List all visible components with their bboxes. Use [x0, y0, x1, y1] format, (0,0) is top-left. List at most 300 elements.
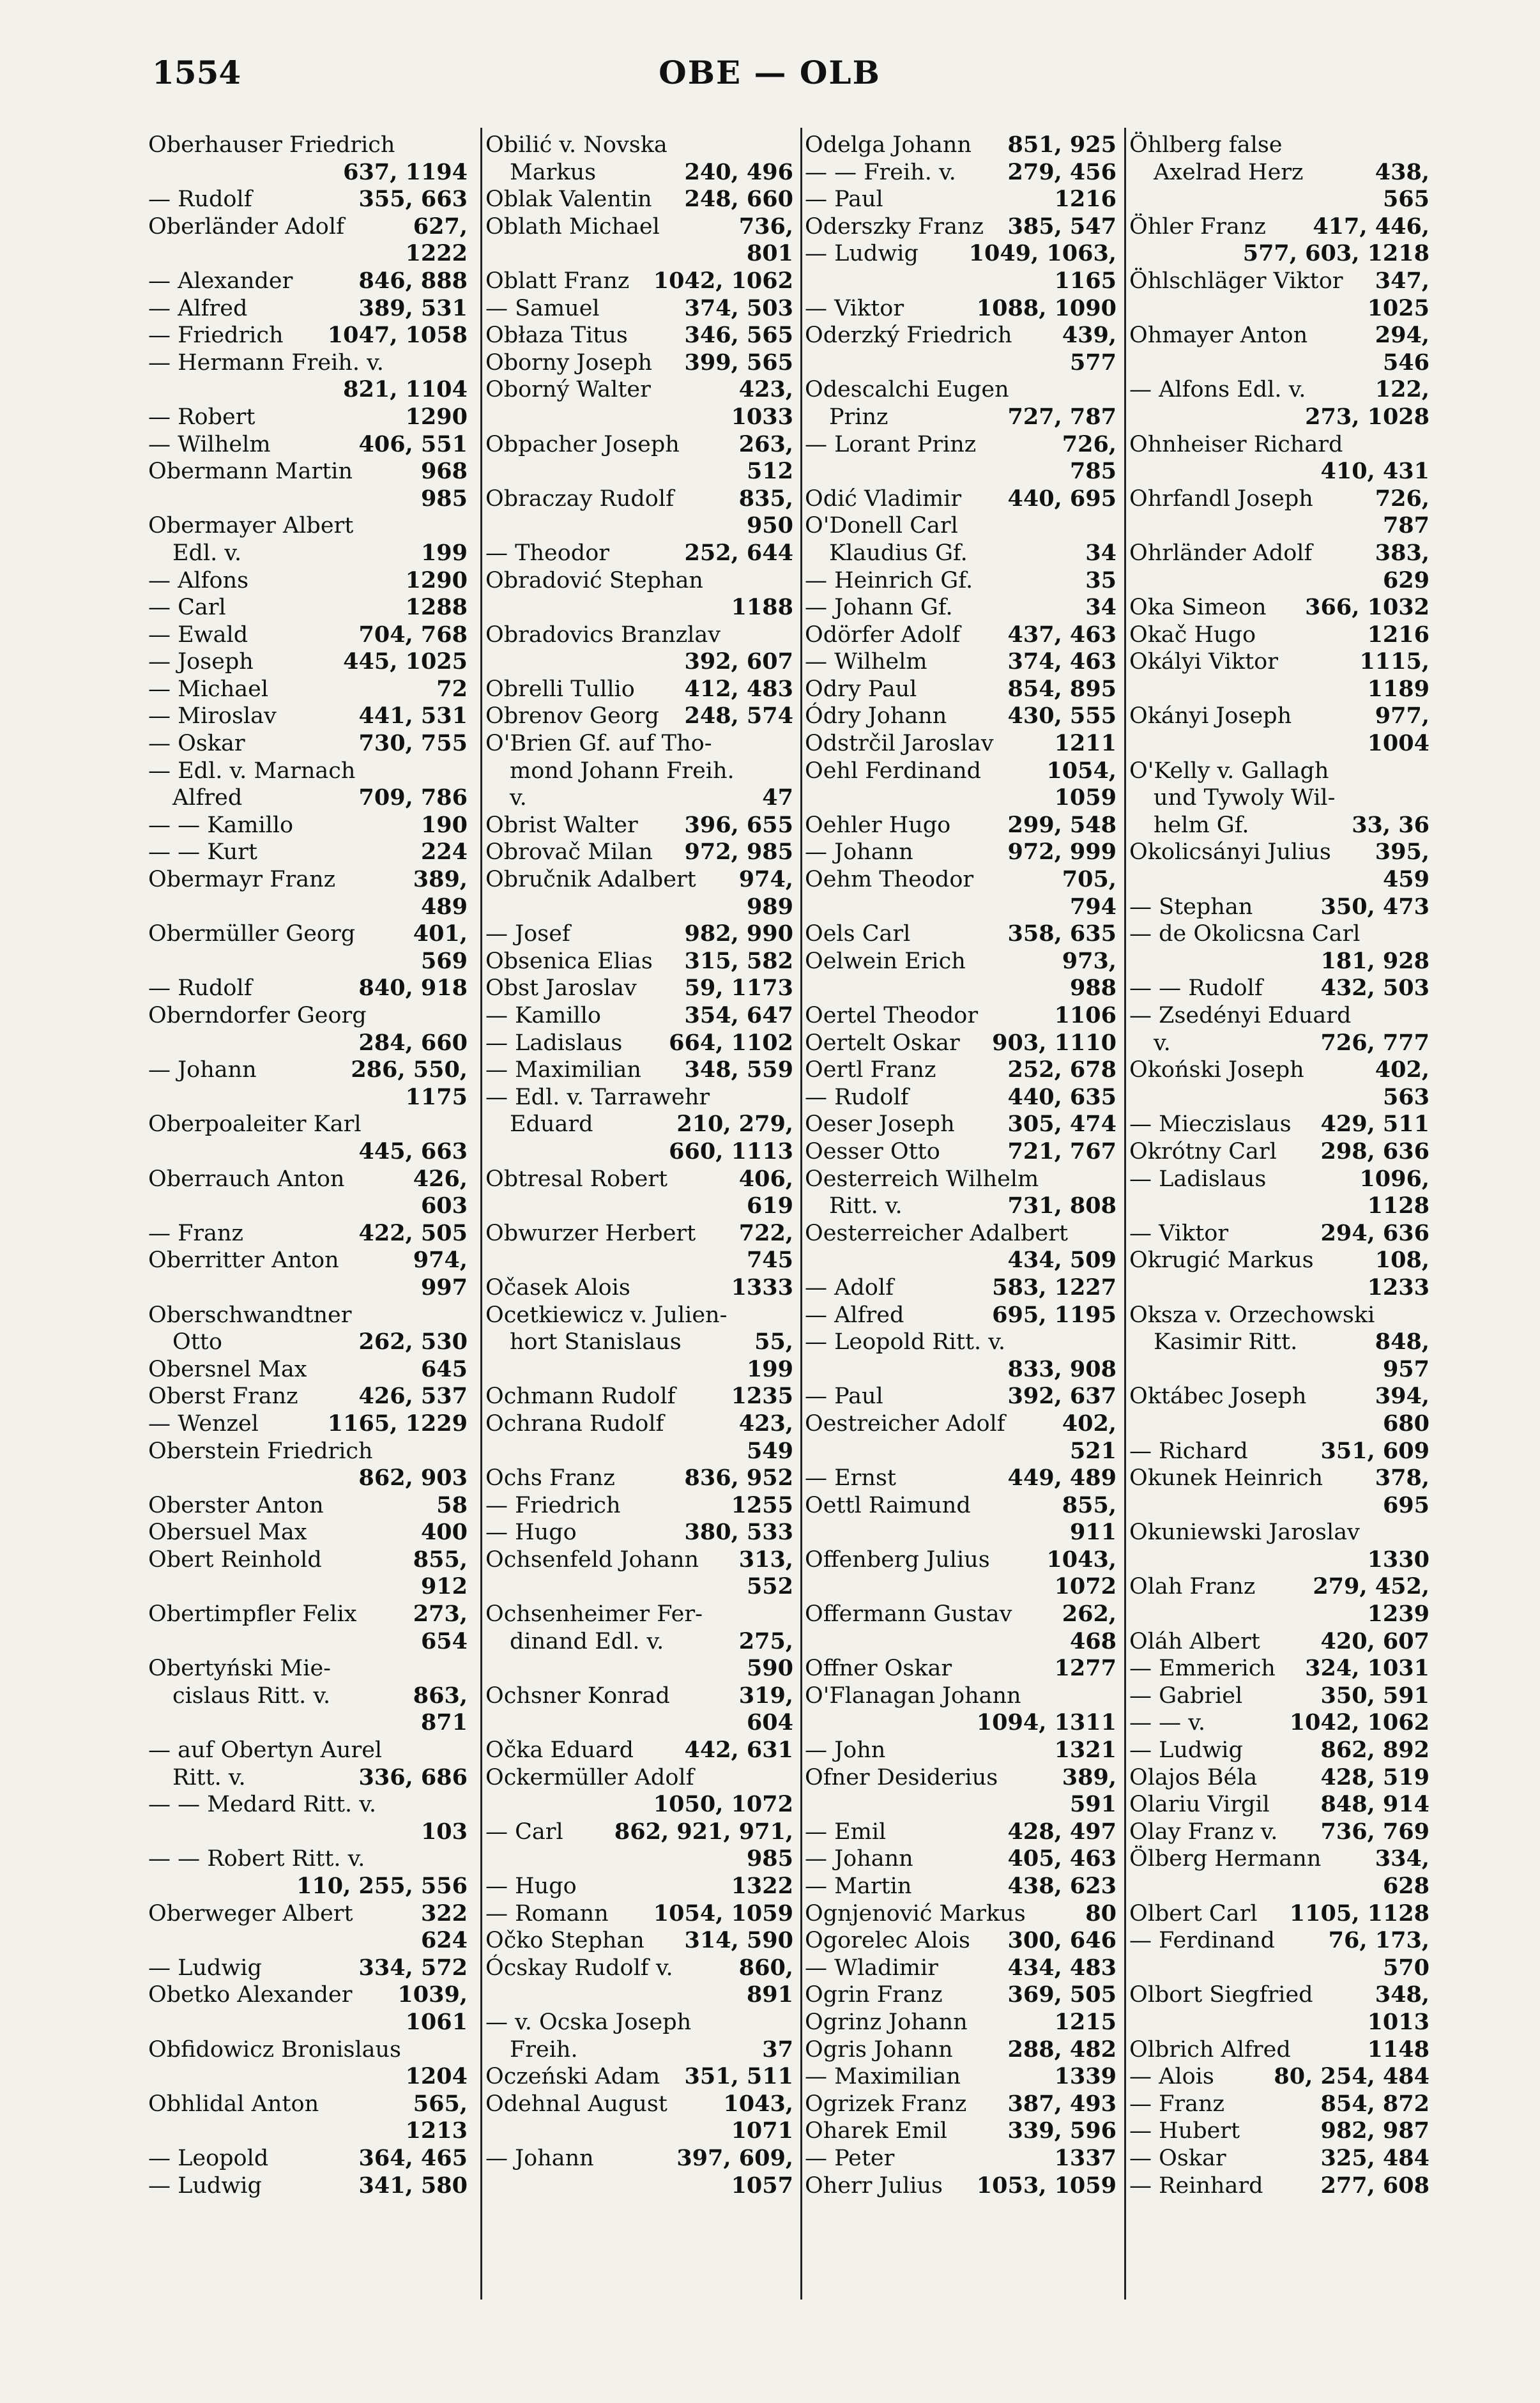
entry-page-refs: 273, 1028 [1305, 403, 1429, 430]
entry-line [1129, 540, 1429, 567]
entry-name: Olajos Béla [1129, 1764, 1258, 1790]
entry-page-refs: 1057 [731, 2172, 793, 2199]
entry-page-refs: 521 [1069, 1437, 1117, 1464]
entry-name: Ogrizek Franz [805, 2091, 967, 2117]
entry-name: — Zsedényi Eduard [1129, 1003, 1352, 1028]
entry-line [148, 1030, 468, 1057]
entry-name: Oberster Anton [148, 1492, 324, 1518]
entry-page-refs: 577, 603, 1218 [1242, 240, 1429, 267]
entry-line [1129, 1845, 1429, 1873]
entry-name: — Hubert [1129, 2118, 1240, 2144]
entry-page-refs: 1115, [1359, 648, 1429, 675]
entry-page-refs: 546 [1382, 349, 1429, 376]
entry-name: Ohrfandl Joseph [1129, 485, 1313, 512]
entry-name: Öhlschläger Viktor [1129, 268, 1343, 294]
entry-page-refs: 389, [413, 866, 468, 893]
entry-line [485, 240, 793, 268]
entry-page-refs: 59, 1173 [684, 975, 793, 1002]
entry-line [1129, 2036, 1429, 2064]
entry-name: Obhlidal Anton [148, 2091, 319, 2117]
entry-name: Obraczay Rudolf [485, 485, 675, 512]
column-3 [805, 132, 1117, 2303]
entry-line [485, 2009, 793, 2036]
entry-page-refs: 851, 925 [1007, 132, 1117, 158]
entry-line [805, 1465, 1117, 1492]
entry-name: O'Flanagan Johann [805, 1682, 1021, 1709]
entry-name: O'Kelly v. Gallagh [1129, 758, 1329, 784]
entry-name: v. [510, 785, 527, 811]
entry-line [485, 1819, 793, 1846]
entry-page-refs: 252, 644 [684, 539, 793, 566]
page-title: OBE — OLB [659, 54, 881, 91]
entry-name: Oertl Franz [805, 1057, 936, 1083]
entry-line [148, 1737, 468, 1764]
entry-line [148, 1383, 468, 1410]
entry-name: — Friedrich [148, 323, 284, 349]
entry-name: — Ludwig [148, 1955, 262, 1981]
entry-page-refs: 745 [746, 1247, 793, 1274]
entry-line [485, 322, 793, 349]
entry-page-refs: 449, 489 [1007, 1465, 1117, 1491]
entry-page-refs: 549 [746, 1437, 793, 1464]
entry-line [148, 676, 468, 703]
entry-page-refs: 1233 [1367, 1274, 1429, 1301]
entry-name: Okolicsányi Julius [1129, 839, 1331, 866]
entry-page-refs: 1106 [1054, 1002, 1117, 1028]
entry-line [805, 1845, 1117, 1873]
entry-name: Obersuel Max [148, 1520, 307, 1546]
entry-name: — John [805, 1737, 886, 1764]
entry-line [148, 485, 468, 513]
entry-name: Oharek Emil [805, 2118, 948, 2144]
entry-line [485, 594, 793, 622]
entry-line [485, 1193, 793, 1220]
entry-line [805, 920, 1117, 948]
entry-page-refs: 288, 482 [1007, 2036, 1117, 2063]
entry-page-refs: 836, 952 [684, 1465, 793, 1491]
entry-line [805, 948, 1117, 975]
entry-line [148, 1601, 468, 1628]
entry-line [485, 540, 793, 567]
entry-name: Očka Eduard [485, 1737, 634, 1764]
entry-line [148, 2009, 468, 2036]
entry-page-refs: 284, 660 [358, 1029, 468, 1056]
entry-line [805, 1410, 1117, 1438]
entry-line [485, 1410, 793, 1438]
entry-name: — Edl. v. Tarrawehr [485, 1084, 710, 1110]
entry-name: — — Freih. v. [805, 159, 956, 185]
entry-page-refs: 76, 173, [1328, 1927, 1429, 1954]
entry-name: Obrovač Milan [485, 839, 653, 866]
entry-name: Obradovics Branzlav [485, 622, 720, 648]
entry-name: Oktábec Joseph [1129, 1384, 1307, 1410]
entry-page-refs: 982, 987 [1320, 2117, 1429, 2144]
entry-line [805, 594, 1117, 622]
entry-line [148, 1166, 468, 1193]
entry-page-refs: 950 [746, 512, 793, 539]
entry-line [485, 622, 793, 649]
entry-name: Očasek Alois [485, 1274, 630, 1301]
entry-name: hort Stanislaus [510, 1329, 682, 1355]
column-divider [480, 128, 482, 2300]
entry-name: Offermann Gustav [805, 1601, 1012, 1628]
entry-page-refs: 1216 [1367, 621, 1429, 648]
entry-name: Ócskay Rudolf v. [485, 1955, 673, 1981]
entry-line [485, 1655, 793, 1682]
entry-line [1129, 1410, 1429, 1438]
entry-line [805, 1764, 1117, 1792]
entry-line [805, 540, 1117, 567]
entry-page-refs: 794 [1069, 893, 1117, 920]
entry-line [805, 458, 1117, 485]
entry-line [148, 1819, 468, 1846]
entry-line [1129, 1383, 1429, 1410]
entry-page-refs: 439, [1062, 322, 1117, 349]
entry-name: Okrótny Carl [1129, 1138, 1277, 1164]
entry-page-refs: 680 [1382, 1410, 1429, 1437]
entry-name: — Edl. v. Marnach [148, 758, 356, 784]
entry-page-refs: 273, [413, 1601, 468, 1628]
entry-name: Otto [172, 1329, 222, 1355]
column-4 [1129, 132, 1429, 2303]
entry-line [148, 1438, 468, 1465]
entry-page-refs: 726, 777 [1320, 1029, 1429, 1056]
entry-name: — Emil [805, 1819, 887, 1845]
entry-line [148, 730, 468, 758]
entry-name: Oels Carl [805, 921, 911, 947]
entry-line [485, 1709, 793, 1737]
entry-page-refs: 846, 888 [358, 267, 468, 294]
entry-page-refs: 705, [1062, 866, 1117, 893]
entry-name: Ritt. v. [172, 1764, 246, 1790]
entry-line [485, 1247, 793, 1274]
entry-name: Öhlberg false [1129, 132, 1283, 158]
entry-page-refs: 583, 1227 [992, 1274, 1117, 1301]
entry-line [805, 1329, 1117, 1356]
entry-line [148, 1682, 468, 1710]
entry-line [1129, 1737, 1429, 1764]
entry-name: Obetko Alexander [148, 1982, 353, 2008]
entry-line [1129, 458, 1429, 485]
entry-name: — Maximilian [485, 1057, 641, 1083]
entry-page-refs: 34 [1085, 594, 1117, 621]
entry-line [485, 1900, 793, 1928]
entry-page-refs: 423, [738, 376, 793, 403]
page-number: 1554 [152, 54, 241, 91]
entry-page-refs: 1148 [1367, 2036, 1429, 2063]
entry-line [805, 622, 1117, 649]
entry-line [148, 1465, 468, 1492]
entry-name: und Tywoly Wil- [1154, 785, 1336, 811]
entry-line [485, 1519, 793, 1546]
entry-page-refs: 438, [1375, 158, 1429, 185]
entry-page-refs: 294, 636 [1320, 1219, 1429, 1246]
entry-name: Ofner Desiderius [805, 1764, 998, 1790]
entry-page-refs: 334, 572 [358, 1954, 468, 1981]
entry-page-refs: 997 [420, 1274, 468, 1301]
entry-name: Odescalchi Eugen [805, 377, 1009, 403]
entry-line [148, 758, 468, 785]
entry-page-refs: 860, [738, 1954, 793, 1981]
entry-page-refs: 428, 519 [1320, 1764, 1429, 1790]
entry-page-refs: 1025 [1367, 294, 1429, 321]
entry-line [805, 1274, 1117, 1302]
entry-name: Obfidowicz Bronislaus [148, 2036, 402, 2063]
entry-line [1129, 1057, 1429, 1084]
entry-name: — Leopold Ritt. v. [805, 1329, 1006, 1355]
entry-name: Okányi Joseph [1129, 703, 1292, 729]
entry-page-refs: 628 [1382, 1873, 1429, 1899]
entry-line [805, 1193, 1117, 1220]
entry-line [1129, 1274, 1429, 1302]
entry-line [1129, 431, 1429, 459]
entry-page-refs: 248, 660 [684, 186, 793, 213]
entry-name: — Wilhelm [805, 649, 927, 675]
entry-page-refs: 1175 [405, 1083, 468, 1110]
entry-line [805, 1057, 1117, 1084]
entry-line [485, 458, 793, 485]
entry-page-refs: 426, 537 [358, 1383, 468, 1410]
entry-line [148, 1193, 468, 1220]
entry-page-refs: 423, [738, 1410, 793, 1437]
entry-name: — Miroslav [148, 703, 277, 729]
entry-line [148, 240, 468, 268]
entry-name: Okunek Heinrich [1129, 1465, 1323, 1491]
entry-name: Okač Hugo [1129, 622, 1256, 648]
entry-page-refs: 985 [420, 485, 468, 512]
entry-line [148, 1927, 468, 1955]
entry-page-refs: 440, 695 [1007, 485, 1117, 512]
entry-line [1129, 812, 1429, 839]
entry-page-refs: 977, [1375, 703, 1429, 729]
entry-name: Oelwein Erich [805, 948, 966, 974]
entry-line [485, 839, 793, 866]
entry-name: — Johann [148, 1057, 257, 1083]
entry-line [148, 1247, 468, 1274]
entry-page-refs: 577 [1069, 349, 1117, 376]
entry-page-refs: 1290 [405, 567, 468, 593]
entry-page-refs: 396, 655 [684, 811, 793, 838]
entry-line [148, 975, 468, 1002]
entry-name: Olbert Carl [1129, 1900, 1258, 1926]
entry-name: — Rudolf [148, 975, 252, 1002]
entry-page-refs: 190 [420, 811, 468, 838]
entry-page-refs: 252, 678 [1007, 1057, 1117, 1083]
entry-line [805, 1383, 1117, 1410]
entry-line [805, 1356, 1117, 1384]
entry-page-refs: 434, 509 [1007, 1247, 1117, 1274]
entry-name: — Carl [485, 1819, 563, 1845]
entry-name: Oeser Joseph [805, 1111, 955, 1138]
entry-page-refs: 438, 623 [1007, 1873, 1117, 1899]
entry-page-refs: 277, 608 [1320, 2172, 1429, 2199]
entry-name: Eduard [510, 1111, 593, 1138]
entry-name: — — Kurt [148, 839, 257, 866]
entry-line [148, 1002, 468, 1030]
entry-name: — Ewald [148, 622, 248, 648]
entry-line [148, 1955, 468, 1982]
entry-page-refs: 512 [746, 458, 793, 485]
entry-page-refs: 1039, [397, 1981, 468, 2008]
entry-page-refs: 350, 473 [1320, 893, 1429, 920]
entry-line [485, 268, 793, 295]
entry-page-refs: 730, 755 [358, 730, 468, 757]
column-divider [800, 128, 802, 2300]
entry-line [148, 1873, 468, 1900]
entry-page-refs: 489 [420, 893, 468, 920]
entry-page-refs: 347, [1375, 267, 1429, 294]
entry-page-refs: 406, 551 [358, 431, 468, 457]
entry-name: Obrenov Georg [485, 703, 659, 729]
entry-line [805, 1819, 1117, 1846]
entry-name: — Alfred [805, 1302, 904, 1328]
entry-name: — Joseph [148, 649, 254, 675]
entry-line [148, 1356, 468, 1384]
entry-name: — Theodor [485, 540, 610, 566]
entry-line [485, 648, 793, 676]
entry-page-refs: 364, 465 [358, 2144, 468, 2171]
entry-line [1129, 730, 1429, 758]
entry-page-refs: 1189 [1367, 675, 1429, 702]
entry-line [148, 2063, 468, 2091]
entry-page-refs: 1322 [731, 1873, 793, 1899]
entry-name: — Ferdinand [1129, 1928, 1275, 1954]
entry-line [805, 404, 1117, 431]
entry-name: — Ludwig [148, 2172, 262, 2199]
entry-name: — Carl [148, 595, 226, 621]
entry-line [1129, 1873, 1429, 1900]
entry-page-refs: 1072 [1054, 1573, 1117, 1600]
entry-name: — Wenzel [148, 1410, 259, 1437]
entry-page-refs: 406, [738, 1165, 793, 1192]
entry-name: Obermayr Franz [148, 867, 336, 893]
entry-page-refs: 565 [1382, 186, 1429, 213]
entry-line [1129, 567, 1429, 595]
entry-name: Odörfer Adolf [805, 622, 961, 648]
entry-line [1129, 1084, 1429, 1111]
entry-name: Oláh Albert [1129, 1628, 1260, 1654]
entry-line [805, 2036, 1117, 2064]
entry-line [485, 1057, 793, 1084]
entry-page-refs: 855, [413, 1546, 468, 1573]
entry-line [805, 567, 1117, 595]
entry-name: Oehler Hugo [805, 812, 951, 838]
entry-page-refs: 569 [420, 947, 468, 974]
entry-line [1129, 1356, 1429, 1384]
entry-page-refs: 1071 [731, 2117, 793, 2144]
entry-name: — Alfred [148, 295, 248, 321]
entry-page-refs: 346, 565 [684, 322, 793, 349]
entry-page-refs: 1277 [1054, 1655, 1117, 1682]
column-1 [148, 132, 468, 2303]
entry-line [148, 894, 468, 921]
entry-name: — Viktor [1129, 1220, 1229, 1246]
entry-page-refs: 565, [413, 2090, 468, 2117]
entry-line [805, 676, 1117, 703]
entry-name: Obradović Stephan [485, 567, 703, 593]
entry-line [805, 703, 1117, 730]
entry-page-refs: 319, [738, 1682, 793, 1709]
entry-line [485, 1002, 793, 1030]
entry-page-refs: 1215 [1054, 2008, 1117, 2035]
entry-line [805, 2009, 1117, 2036]
entry-line [1129, 268, 1429, 295]
entry-page-refs: 1004 [1367, 730, 1429, 757]
entry-line [485, 1465, 793, 1492]
entry-line [805, 1791, 1117, 1819]
entry-line [148, 540, 468, 567]
entry-name: helm Gf. [1154, 812, 1249, 838]
entry-name: Ochsner Konrad [485, 1682, 670, 1709]
entry-line [1129, 1111, 1429, 1138]
entry-page-refs: 459 [1382, 866, 1429, 893]
entry-page-refs: 854, 895 [1007, 675, 1117, 702]
entry-page-refs: 72 [436, 675, 468, 702]
entry-name: — Adolf [805, 1274, 894, 1301]
entry-name: — Lorant Prinz [805, 431, 977, 457]
entry-name: — Franz [1129, 2091, 1224, 2117]
entry-page-refs: 645 [420, 1355, 468, 1382]
entry-name: — Rudolf [148, 187, 252, 213]
entry-page-refs: 972, 999 [1007, 839, 1117, 866]
entry-name: — — Rudolf [1129, 975, 1263, 1002]
entry-line [805, 1873, 1117, 1900]
entry-page-refs: 1165 [1054, 267, 1117, 294]
entry-line [148, 1329, 468, 1356]
entry-line [805, 2172, 1117, 2200]
entry-name: — Robert [148, 404, 255, 430]
entry-line [148, 784, 468, 812]
entry-name: Okrugić Markus [1129, 1247, 1314, 1274]
entry-page-refs: 1337 [1054, 2144, 1117, 2171]
entry-page-refs: 445, 1025 [343, 648, 468, 675]
entry-page-refs: 369, 505 [1007, 1981, 1117, 2008]
entry-line [1129, 159, 1429, 187]
entry-line [148, 567, 468, 595]
entry-line [805, 1492, 1117, 1520]
entry-page-refs: 973, [1062, 947, 1117, 974]
entry-page-refs: 80 [1085, 1900, 1117, 1926]
entry-page-refs: 263, [738, 431, 793, 457]
entry-page-refs: 974, [738, 866, 793, 893]
entry-page-refs: 629 [1382, 567, 1429, 593]
entry-name: — Johann Gf. [805, 595, 953, 621]
entry-name: — Johann [805, 839, 913, 866]
entry-line [805, 268, 1117, 295]
entry-name: — Alexander [148, 268, 293, 294]
entry-name: Ochmann Rudolf [485, 1384, 676, 1410]
entry-line [1129, 1573, 1429, 1601]
entry-name: Öhler Franz [1129, 213, 1266, 240]
entry-name: Ogrin Franz [805, 1982, 943, 2008]
entry-line [1129, 1166, 1429, 1193]
entry-line [148, 1764, 468, 1792]
entry-line [485, 159, 793, 187]
entry-line [805, 1438, 1117, 1465]
entry-line [1129, 703, 1429, 730]
entry-line [485, 1546, 793, 1574]
entry-line [1129, 948, 1429, 975]
entry-name: Odić Vladimir [805, 485, 962, 512]
entry-page-refs: 1235 [731, 1383, 793, 1410]
entry-name: Ochsenfeld Johann [485, 1546, 699, 1573]
entry-page-refs: 989 [746, 893, 793, 920]
entry-line [148, 1791, 468, 1819]
entry-line [485, 1955, 793, 1982]
entry-name: Obert Reinhold [148, 1546, 322, 1573]
entry-line [485, 1927, 793, 1955]
entry-line [485, 1111, 793, 1138]
